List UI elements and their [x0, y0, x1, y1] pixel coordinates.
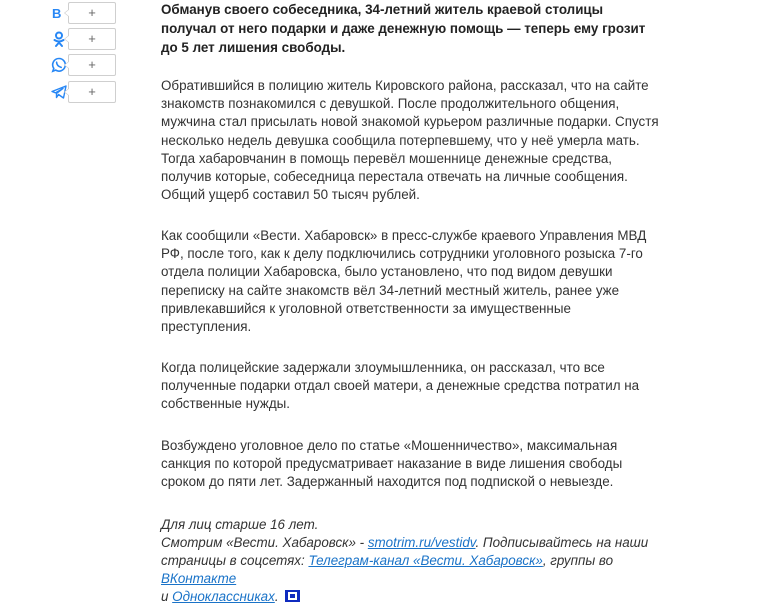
article-paragraph: Когда полицейские задержали злоумышленника, он рассказал, что все полученные подарки отдал своей матери, а денежные средства потратил на собственные нужды. — [161, 360, 640, 412]
article-lead: Обманув своего собеседника, 34-летний житель краевой столицы получал от него подарки и даже денежную помощь — теперь ему грозит до 5 лет лишения свободы. — [161, 2, 646, 55]
article-paragraph: Как сообщили «Вести. Хабаровск» в пресс-службе краевого Управления МВД РФ, после того, как к делу подключились сотрудники уголовного розыска 7-го отдела полиции Хабаровска, было установлено, что под видом девушки переписку на сайте знакомств вёл 34-летний местный житель, ранее уже привлекавшийся к уголовной ответственности за имущественные преступления. — [161, 228, 647, 335]
age-rating-text: Для лиц старше 16 лет. — [161, 517, 319, 532]
article-note — [161, 516, 666, 606]
smotrim-link[interactable]: smotrim.ru/vestidv — [367, 535, 476, 550]
telegram-channel-link[interactable]: Телеграм-канал «Вести. Хабаровск» — [308, 553, 543, 568]
odnoklassniki-link[interactable]: Одноклассниках — [172, 589, 275, 604]
svg-text:B: B — [52, 6, 62, 21]
subscribe-text: . Подписывайтесь на наши страницы в соцсетях: — [161, 535, 649, 568]
share-telegram-button[interactable] — [50, 81, 116, 103]
article-paragraph: Обратившийся в полицию житель Кировского района, рассказал, что на сайте знакомств познакомился с девушкой. После продолжительного общения, мужчина стал присылать новой знакомой курьером различные подарки. Спустя несколько недель девушка сообщила потерпевшему, что у неё умерла мать. Тогда хабаровчанин в помощь перевёл мошеннице денежные средства, получив которые, собеседница перестала отвечать на личные сообщения. Общий ущерб составил 50 тысяч рублей. — [161, 78, 659, 203]
and-text: и — [161, 589, 173, 604]
share-ok-button[interactable] — [50, 28, 116, 50]
share-vk-button[interactable] — [50, 2, 116, 24]
share-telegram-count[interactable]: + — [68, 81, 116, 103]
watch-prefix-text: Смотрим «Вести. Хабаровск» - — [161, 535, 368, 550]
share-ok-count[interactable]: + — [68, 28, 116, 50]
vkontakte-link[interactable]: ВКонтакте — [161, 571, 237, 586]
share-whatsapp-count[interactable]: + — [68, 54, 116, 76]
end-text: . — [274, 589, 279, 604]
groups-text: , группы во — [542, 553, 614, 568]
share-vk-count[interactable]: + — [68, 2, 116, 24]
article-paragraph: Возбуждено уголовное дело по статье «Мошенничество», максимальная санкция по которой предусматривает наказание в виде лишения свободы сроком до пяти лет. Задержанный находится под подпиской о невыезде. — [161, 438, 623, 490]
vk-badge-icon[interactable] — [285, 590, 300, 602]
share-whatsapp-button[interactable] — [50, 54, 116, 76]
